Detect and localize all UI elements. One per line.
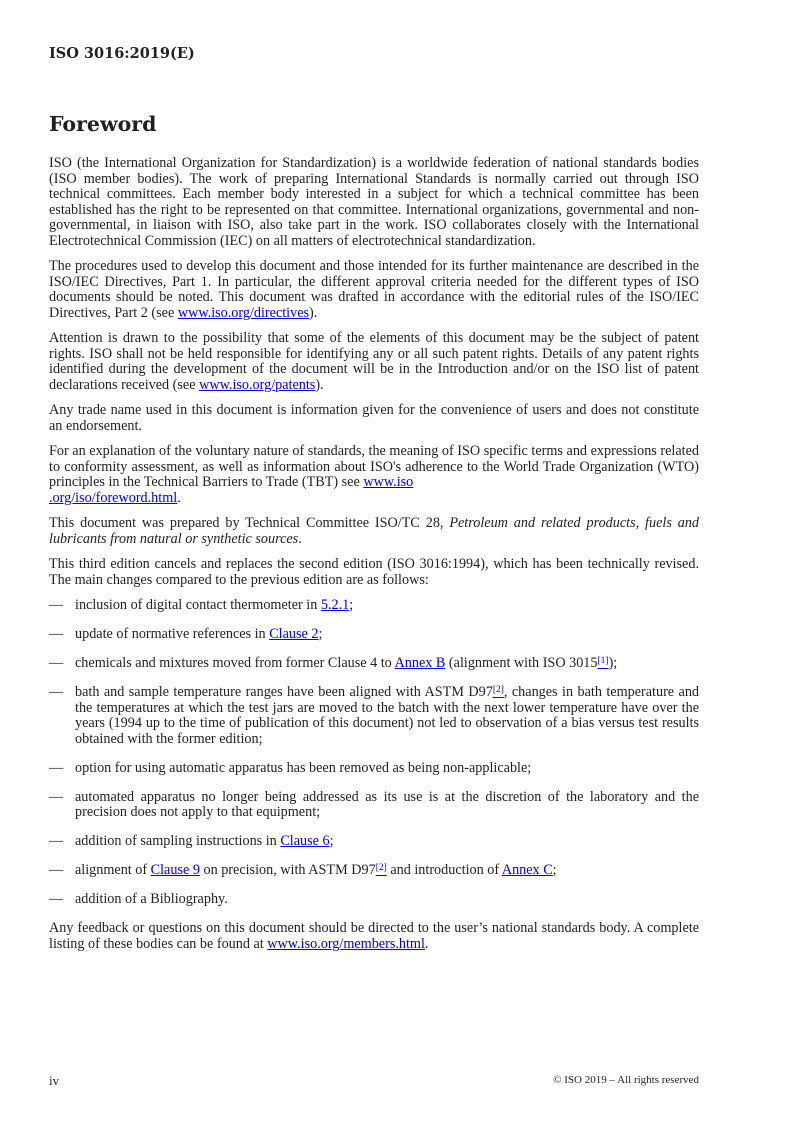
paragraph-trade-name: Any trade name used in this document is information given for the convenience of users and does not constitute an endorsement. [49,402,699,434]
committee-scope-title: Petroleum and related products, fuels and lubricants from natural or synthetic sources [49,515,700,547]
list-item [49,627,699,643]
copyright-notice: © ISO 2019 – All rights reserved [553,1074,699,1086]
paragraph-text: . [177,489,181,506]
dash-bullet: — [49,655,64,671]
list-item [49,761,699,777]
list-item-text: bath and sample temperature ranges have been aligned with ASTM D97 [75,684,493,700]
list-item-text: automated apparatus no longer being addressed as its use is at the discretion of the laboratory and the precision does not apply to that equipment; [75,788,699,820]
list-item [49,598,699,614]
paragraph-procedures [49,259,699,321]
bibliography-ref-2-link[interactable] [493,684,504,700]
list-item-text: option for using automatic apparatus has been removed as being non-applicable; [75,759,532,776]
paragraph-text: Any feedback or questions on this document should be directed to the user’s national standards body. A complete listing of these bodies can be found at [49,920,699,952]
list-item-text: ); [608,655,618,671]
reference-superscript: [2] [492,685,504,695]
link-iso-members[interactable]: www.iso.org/members.html [267,935,425,952]
list-item-text: (alignment with ISO 3015 [445,655,598,671]
list-item [49,656,699,672]
changes-list [49,598,699,908]
paragraph-text: ). [315,376,324,393]
paragraph-text: The procedures used to develop this document and those intended for its further maintenance are described in the ISO/IEC Directives, Part 1. In particular, the different approval criteria needed for the different types of ISO documents should be noted. This document was drafted in accordance with the editorial rules of the ISO/IEC Directives, Part 2 (see [49,258,699,321]
page-number: iv [49,1073,60,1088]
dash-bullet: — [49,597,64,613]
link-text-part: .org/iso/foreword.html [49,489,178,506]
bibliography-ref-1-link[interactable] [597,655,608,671]
paragraph-voluntary-nature [49,444,699,506]
paragraph-feedback [49,921,699,952]
list-item-text: ; [552,862,557,878]
link-annex-c[interactable]: Annex C [501,862,553,878]
list-item-text: addition of a Bibliography. [75,891,228,907]
paragraph-text: ). [309,304,318,321]
link-text-part: www.iso [363,474,414,490]
list-item-text: ; [329,833,334,849]
dash-bullet: — [49,684,64,700]
list-item-text: addition of sampling instructions in [75,833,281,849]
paragraph-text: . [424,935,429,952]
list-item [49,892,699,908]
dash-bullet: — [49,626,64,642]
reference-superscript: [2] [375,863,387,873]
link-iso-patents[interactable]: www.iso.org/patents [199,376,316,393]
list-item-text: ; [349,597,354,613]
link-clause-2[interactable]: Clause 2 [269,626,319,642]
paragraph-text: This document was prepared by Technical Committee ISO/TC 28, [49,515,450,531]
list-item-text: chemicals and mixtures moved from former Clause 4 to [75,655,395,671]
dash-bullet: — [49,788,64,805]
link-clause-6[interactable]: Clause 6 [280,833,330,849]
list-item-text: on precision, with ASTM D97 [199,862,376,878]
list-item-text: inclusion of digital contact thermometer in [75,597,321,613]
dash-bullet: — [49,862,64,878]
paragraph-patents [49,331,699,393]
paragraph-text: For an explanation of the voluntary nature of standards, the meaning of ISO specific terms and expressions related to conformity assessment, as well as information about ISO's adherence to the World Trade Organization (WTO) principles in the Technical Barriers to Trade (TBT) see [49,443,699,490]
foreword-section [49,112,699,962]
list-item [49,834,699,850]
document-id-header: ISO 3016:2019(E) [49,45,195,62]
list-item-text: alignment of [75,862,151,878]
dash-bullet: — [49,891,64,907]
list-item [49,790,699,821]
list-item-text: ; [318,626,323,642]
list-item-text: and introduction of [386,862,502,878]
paragraph-edition: This third edition cancels and replaces the second edition (ISO 3016:1994), which has been technically revised. The main changes compared to the previous edition are as follows: [49,556,699,588]
dash-bullet: — [49,833,64,849]
list-item [49,685,699,747]
link-5-2-1[interactable]: 5.2.1 [320,597,350,613]
dash-bullet: — [49,759,64,776]
reference-superscript: [1] [597,656,609,666]
list-item [49,863,699,879]
bibliography-ref-2-link[interactable] [376,862,387,878]
link-iso-directives[interactable]: www.iso.org/directives [177,304,310,321]
list-item-text: , changes in bath temperature and the temperatures at which the test jars are moved to the batch with the next lower temperature have over the years (1994 up to the time of publication of this document) not led to observation of a bias versus test results obtained with the former edition; [75,684,700,747]
paragraph-text: . [298,530,302,547]
paragraph-committee [49,516,699,547]
page-title: Foreword [49,112,157,136]
paragraph-text: Attention is drawn to the possibility that some of the elements of this document may be the subject of patent rights. ISO shall not be held responsible for identifying any or all such patent rights. Details of any patent rights identified during the development of the document will be in the Introduction and/or on the ISO list of patent declarations received (see [49,330,699,393]
paragraph-iso-intro: ISO (the International Organization for Standardization) is a worldwide federation of national standards bodies (ISO member bodies). The work of preparing International Standards is normally carried out through ISO technical committees. Each member body interested in a subject for which a technical committee has been established has the right to be represented on that committee. International organizations, governmental and non-governmental, in liaison with ISO, also take part in the work. ISO collaborates closely with the International Electrotechnical Commission (IEC) on all matters of electrotechnical standardization. [49,155,699,249]
link-annex-b[interactable]: Annex B [394,655,446,671]
link-clause-9[interactable]: Clause 9 [150,862,200,878]
list-item-text: update of normative references in [75,626,270,642]
